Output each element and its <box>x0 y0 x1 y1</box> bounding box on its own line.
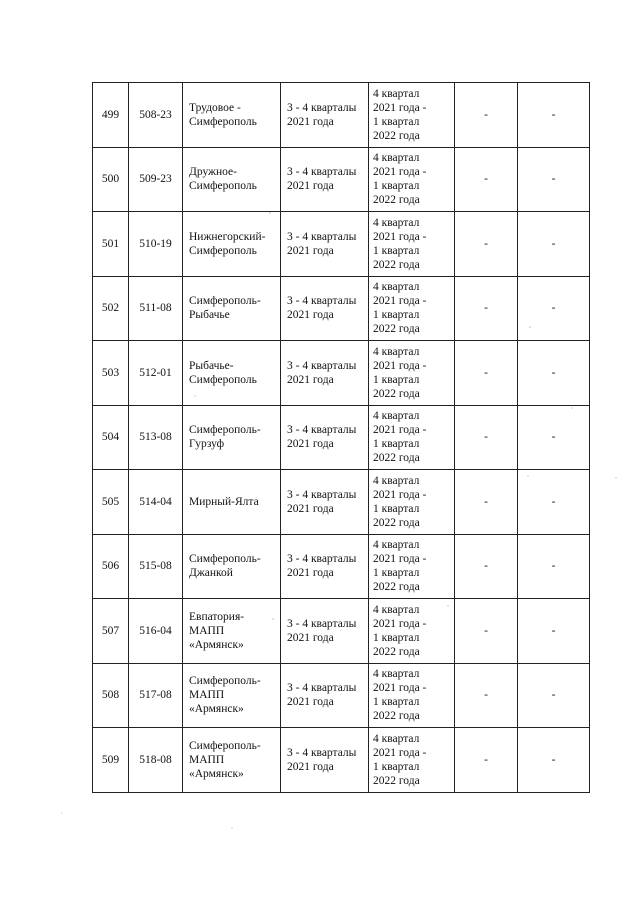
period-end <box>369 728 455 793</box>
dash-cell-2 <box>518 663 590 728</box>
dash-cell-1 <box>455 663 518 728</box>
dash1: - <box>484 302 488 315</box>
period-end <box>369 341 455 406</box>
q2-line4: 2022 года <box>373 516 420 529</box>
period-start <box>281 728 369 793</box>
q2-line4: 2022 года <box>373 774 420 787</box>
dash1: - <box>484 173 488 186</box>
route-name <box>183 212 281 277</box>
route-line1: Симферополь- <box>189 675 261 688</box>
dash1: - <box>484 237 488 250</box>
code: 508-23 <box>139 108 172 121</box>
table-row <box>93 212 590 277</box>
route-code <box>129 276 183 341</box>
q1-line2: 2021 года <box>287 373 334 386</box>
q1-line1: 3 - 4 кварталы <box>287 617 357 630</box>
route-code <box>129 212 183 277</box>
row-number <box>93 276 129 341</box>
q1-line1: 3 - 4 кварталы <box>287 682 357 695</box>
q1-line1: 3 - 4 кварталы <box>287 553 357 566</box>
q2-line3: 1 квартал <box>373 631 420 644</box>
route-code <box>129 147 183 212</box>
num: 507 <box>101 624 120 637</box>
route-name <box>183 147 281 212</box>
dash-cell-2 <box>518 147 590 212</box>
row-number <box>93 341 129 406</box>
dash-cell-1 <box>455 341 518 406</box>
q2-line4: 2022 года <box>373 323 420 336</box>
route-line1: Рыбачье- <box>189 359 234 372</box>
row-number <box>93 470 129 535</box>
code: 515-08 <box>139 560 172 573</box>
dash1: - <box>484 431 488 444</box>
period-end <box>369 212 455 277</box>
q2-line1: 4 квартал <box>373 474 420 487</box>
q2-line1: 4 квартал <box>373 732 420 745</box>
route-line3: «Армянск» <box>189 703 244 716</box>
q2-line2: 2021 года - <box>373 166 427 179</box>
route-code <box>129 599 183 664</box>
q2-line4: 2022 года <box>373 452 420 465</box>
route-line2: МАПП <box>189 753 225 766</box>
period-start <box>281 599 369 664</box>
q2-line1: 4 квартал <box>373 539 420 552</box>
q2-line2: 2021 года - <box>373 295 427 308</box>
route-name <box>183 599 281 664</box>
route-line2: МАПП <box>189 624 225 637</box>
q1-line2: 2021 года <box>287 244 334 257</box>
q1-line1: 3 - 4 кварталы <box>287 166 357 179</box>
route-name <box>183 405 281 470</box>
route-name <box>183 534 281 599</box>
q2-line3: 1 квартал <box>373 309 420 322</box>
q2-line1: 4 квартал <box>373 345 420 358</box>
table-row <box>93 470 590 535</box>
table-row <box>93 83 590 148</box>
route-line3: «Армянск» <box>189 638 244 651</box>
route-line1: Симферополь- <box>189 739 261 752</box>
route-line1: Трудовое - <box>189 101 241 114</box>
route-code <box>129 534 183 599</box>
q1-line2: 2021 года <box>287 696 334 709</box>
dash-cell-1 <box>455 83 518 148</box>
dash-cell-2 <box>518 341 590 406</box>
period-start <box>281 405 369 470</box>
code: 512-01 <box>139 366 172 379</box>
row-number <box>93 534 129 599</box>
table-row <box>93 728 590 793</box>
route-line1: Дружное- <box>189 166 237 179</box>
dash-cell-2 <box>518 534 590 599</box>
num: 506 <box>101 560 120 573</box>
dash2: - <box>551 108 556 121</box>
q1-line2: 2021 года <box>287 502 334 515</box>
dash-cell-1 <box>455 405 518 470</box>
period-end <box>369 534 455 599</box>
route-line2: Гурзуф <box>189 438 225 451</box>
q2-line4: 2022 года <box>373 710 420 723</box>
route-line1: Мирный-Ялта <box>189 495 259 508</box>
q2-line1: 4 квартал <box>373 603 420 616</box>
q2-line1: 4 квартал <box>373 668 420 681</box>
q2-line1: 4 квартал <box>373 87 420 100</box>
num: 503 <box>101 366 120 379</box>
q2-line2: 2021 года - <box>373 553 427 566</box>
dash1: - <box>484 108 488 121</box>
row-number <box>93 599 129 664</box>
num: 501 <box>101 237 120 250</box>
row-number <box>93 663 129 728</box>
code: 518-08 <box>139 753 172 766</box>
dash1: - <box>484 753 488 766</box>
dash-cell-2 <box>518 728 590 793</box>
code: 514-04 <box>139 495 172 508</box>
route-code <box>129 470 183 535</box>
route-line2: Симферополь <box>189 180 257 193</box>
q1-line1: 3 - 4 кварталы <box>287 746 357 759</box>
dash1: - <box>484 624 488 637</box>
q1-line2: 2021 года <box>287 567 334 580</box>
num: 502 <box>101 302 120 315</box>
q2-line2: 2021 года - <box>373 682 427 695</box>
route-line2: Джанкой <box>189 567 233 580</box>
dash1: - <box>484 689 488 702</box>
table-row <box>93 599 590 664</box>
q1-line2: 2021 года <box>287 438 334 451</box>
period-start <box>281 276 369 341</box>
dash-cell-1 <box>455 276 518 341</box>
route-name <box>183 341 281 406</box>
q2-line3: 1 квартал <box>373 115 420 128</box>
period-end <box>369 599 455 664</box>
dash-cell-2 <box>518 599 590 664</box>
route-code <box>129 663 183 728</box>
dash2: - <box>551 689 556 702</box>
q2-line3: 1 квартал <box>373 567 420 580</box>
dash-cell-2 <box>518 405 590 470</box>
row-number <box>93 212 129 277</box>
q2-line3: 1 квартал <box>373 373 420 386</box>
dash2: - <box>551 237 556 250</box>
q2-line2: 2021 года - <box>373 230 427 243</box>
route-line1: Нижнегорский- <box>189 230 266 243</box>
period-end <box>369 276 455 341</box>
route-name <box>183 276 281 341</box>
dash-cell-1 <box>455 534 518 599</box>
q2-line4: 2022 года <box>373 194 420 207</box>
row-number <box>93 405 129 470</box>
period-start <box>281 663 369 728</box>
period-start <box>281 83 369 148</box>
dash-cell-1 <box>455 212 518 277</box>
q2-line1: 4 квартал <box>373 152 420 165</box>
dash1: - <box>484 366 488 379</box>
table-row <box>93 405 590 470</box>
q1-line2: 2021 года <box>287 180 334 193</box>
table-row <box>93 147 590 212</box>
route-name <box>183 83 281 148</box>
table-row <box>93 276 590 341</box>
dash2: - <box>551 302 556 315</box>
q2-line2: 2021 года - <box>373 746 427 759</box>
route-name <box>183 663 281 728</box>
q1-line1: 3 - 4 кварталы <box>287 101 357 114</box>
q2-line3: 1 квартал <box>373 244 420 257</box>
code: 511-08 <box>139 302 172 315</box>
dash-cell-2 <box>518 83 590 148</box>
q2-line3: 1 квартал <box>373 696 420 709</box>
q2-line1: 4 квартал <box>373 216 420 229</box>
dash1: - <box>484 495 488 508</box>
dash2: - <box>551 560 556 573</box>
route-name <box>183 728 281 793</box>
route-line1: Евпатория- <box>189 610 245 623</box>
row-number <box>93 147 129 212</box>
route-line1: Симферополь- <box>189 295 261 308</box>
q1-line1: 3 - 4 кварталы <box>287 488 357 501</box>
q2-line4: 2022 года <box>373 387 420 400</box>
dash-cell-2 <box>518 212 590 277</box>
q2-line1: 4 квартал <box>373 281 420 294</box>
routes-table-body <box>93 83 590 793</box>
code: 513-08 <box>139 431 172 444</box>
dash2: - <box>551 753 556 766</box>
q1-line1: 3 - 4 кварталы <box>287 230 357 243</box>
q2-line2: 2021 года - <box>373 424 427 437</box>
q2-line3: 1 квартал <box>373 760 420 773</box>
q2-line3: 1 квартал <box>373 438 420 451</box>
code: 509-23 <box>139 173 172 186</box>
dash2: - <box>551 495 556 508</box>
num: 499 <box>101 108 120 121</box>
period-start <box>281 470 369 535</box>
table-row <box>93 341 590 406</box>
route-line2: Симферополь <box>189 244 257 257</box>
route-code <box>129 83 183 148</box>
dash-cell-1 <box>455 147 518 212</box>
row-number <box>93 728 129 793</box>
route-line2: Симферополь <box>189 115 257 128</box>
dash-cell-1 <box>455 599 518 664</box>
route-line2: Симферополь <box>189 373 257 386</box>
route-code <box>129 405 183 470</box>
q2-line4: 2022 года <box>373 129 420 142</box>
q2-line3: 1 квартал <box>373 180 420 193</box>
row-number <box>93 83 129 148</box>
q1-line2: 2021 года <box>287 631 334 644</box>
q1-line1: 3 - 4 кварталы <box>287 295 357 308</box>
period-end <box>369 147 455 212</box>
q2-line2: 2021 года - <box>373 617 427 630</box>
route-line2: Рыбачье <box>189 309 230 322</box>
route-line2: МАПП <box>189 689 225 702</box>
code: 510-19 <box>139 237 172 250</box>
q1-line1: 3 - 4 кварталы <box>287 359 357 372</box>
period-start <box>281 147 369 212</box>
q2-line1: 4 квартал <box>373 410 420 423</box>
route-code <box>129 341 183 406</box>
period-start <box>281 212 369 277</box>
q2-line2: 2021 года - <box>373 488 427 501</box>
dash-cell-1 <box>455 728 518 793</box>
q2-line2: 2021 года - <box>373 101 427 114</box>
period-start <box>281 341 369 406</box>
period-end <box>369 405 455 470</box>
route-code <box>129 728 183 793</box>
q2-line2: 2021 года - <box>373 359 427 372</box>
route-line3: «Армянск» <box>189 767 244 780</box>
routes-table <box>92 82 590 793</box>
dash2: - <box>551 173 556 186</box>
num: 508 <box>101 689 120 702</box>
dash1: - <box>484 560 488 573</box>
q2-line3: 1 квартал <box>373 502 420 515</box>
dash-cell-2 <box>518 470 590 535</box>
period-end <box>369 663 455 728</box>
code: 517-08 <box>139 689 172 702</box>
q1-line1: 3 - 4 кварталы <box>287 424 357 437</box>
q1-line2: 2021 года <box>287 115 334 128</box>
num: 509 <box>101 753 120 766</box>
dash2: - <box>551 366 556 379</box>
dash2: - <box>551 624 556 637</box>
q1-line2: 2021 года <box>287 309 334 322</box>
num: 500 <box>101 173 120 186</box>
dash-cell-2 <box>518 276 590 341</box>
q2-line4: 2022 года <box>373 645 420 658</box>
q2-line4: 2022 года <box>373 258 420 271</box>
route-name <box>183 470 281 535</box>
route-line1: Симферополь- <box>189 424 261 437</box>
table-row <box>93 663 590 728</box>
code: 516-04 <box>139 624 172 637</box>
table-row <box>93 534 590 599</box>
num: 505 <box>101 495 120 508</box>
q1-line2: 2021 года <box>287 760 334 773</box>
route-line1: Симферополь- <box>189 553 261 566</box>
period-start <box>281 534 369 599</box>
dash-cell-1 <box>455 470 518 535</box>
q2-line4: 2022 года <box>373 581 420 594</box>
period-end <box>369 470 455 535</box>
num: 504 <box>101 431 120 444</box>
period-end <box>369 83 455 148</box>
dash2: - <box>551 431 556 444</box>
